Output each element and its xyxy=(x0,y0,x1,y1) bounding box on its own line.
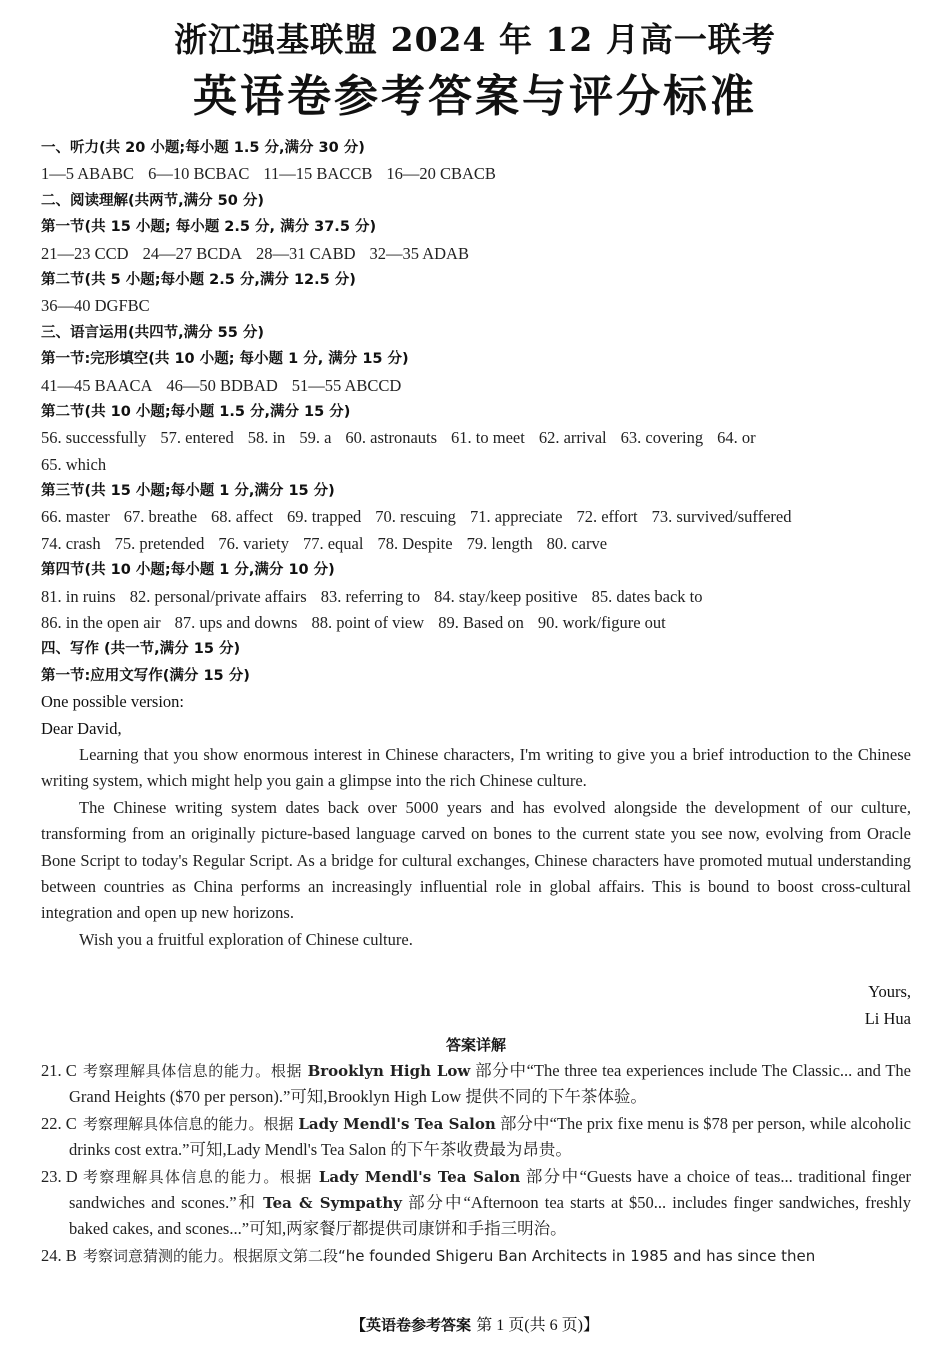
answer-group: 51—55 ABCCD xyxy=(291,375,402,395)
answer-item: 86. in the open air xyxy=(41,613,161,633)
answer-group: 21—23 CCD xyxy=(41,243,129,263)
answer-group: 32—35 ADAB xyxy=(369,243,469,263)
answer-item: 77. equal xyxy=(302,533,364,553)
answer-item: 61. to meet xyxy=(451,428,525,448)
answer-group: 24—27 BCDA xyxy=(142,243,243,263)
sample-intro: One possible version: xyxy=(41,692,184,712)
answer-group: 46—50 BDBAD xyxy=(166,375,278,395)
letter-paragraph: The Chinese writing system dates back over 5000 years and has evolved alongside the development of our culture, transforming from an originally picture-based language carved on bones to the current state you see now, evolving from Oracle Bone Script to today's Regular Script. As a bridge for cultural exchanges, Chinese characters have promoted mutual understanding between countries as China performs an increasingly influential role in global affairs. This is bound to boost cross-cultural integration and open up new horizons. xyxy=(41,797,911,923)
section-heading: 四、写作 (共一节,满分 15 分) xyxy=(41,641,241,658)
answer-row xyxy=(41,241,911,267)
section-heading: 第二节(共 10 小题;每小题 1.5 分,满分 15 分) xyxy=(41,403,351,420)
explanation-item: 21. C 考察理解具体信息的能力。根据 Brooklyn High Low 部分中“The three tea experiences include The Classic... and The Grand Heights ($70 per person).”可知,Brooklyn High Low 提供不同的下午茶体验。 xyxy=(41,1058,911,1111)
answer-item: 68. affect xyxy=(211,507,274,527)
explanation-item: 22. C 考察理解具体信息的能力。根据 Lady Mendl's Tea Salon 部分中“The prix fixe menu is $78 per person, while alcoholic drinks cost extra.”可知,Lady Mendl's Tea Salon 的下午茶收费最为昂贵。 xyxy=(41,1111,911,1164)
answer-item: 85. dates back to xyxy=(591,586,703,606)
section-heading: 第一节(共 15 小题; 每小题 2.5 分, 满分 37.5 分) xyxy=(41,219,377,236)
section-heading: 三、语言运用(共四节,满分 55 分) xyxy=(41,324,265,341)
answer-item: 88. point of view xyxy=(311,613,425,633)
explanation-item: 23. D 考察理解具体信息的能力。根据 Lady Mendl's Tea Salon 部分中“Guests have a choice of teas... traditional finger sandwiches and scones.”和 Tea & Sympathy 部分中“Afternoon tea starts at $50... includes finger sandwiches, freshly baked cakes, and scones...”可知,两家餐厅都提供司康饼和手指三明治。 xyxy=(41,1164,911,1243)
section-heading: 第三节(共 15 小题;每小题 1 分,满分 15 分) xyxy=(41,483,335,500)
answer-row xyxy=(41,161,911,187)
letter-salutation: Dear David, xyxy=(41,718,122,738)
section-heading: 第四节(共 10 小题;每小题 1 分,满分 10 分) xyxy=(41,562,335,579)
page-footer xyxy=(0,1312,950,1335)
answer-item: 67. breathe xyxy=(123,507,198,527)
answer-item: 71. appreciate xyxy=(469,507,563,527)
answer-item: 58. in xyxy=(247,428,286,448)
item-number: 22. C xyxy=(41,1113,77,1133)
answer-group: 1—5 ABABC xyxy=(41,164,135,184)
answer-item: 63. covering xyxy=(620,428,704,448)
item-number: 24. B xyxy=(41,1245,77,1265)
answer-group: 36—40 DGFBC xyxy=(41,296,150,316)
answer-item: 75. pretended xyxy=(114,533,205,553)
answer-group: 6—10 BCBAC xyxy=(148,164,250,184)
answer-item: 87. ups and downs xyxy=(174,613,298,633)
answer-item: 76. variety xyxy=(218,533,289,553)
answer-item: 57. entered xyxy=(160,428,234,448)
section-heading: 一、听力(共 20 小题;每小题 1.5 分,满分 30 分) xyxy=(41,140,365,156)
answer-row xyxy=(41,373,911,399)
document-title: 英语卷参考答案与评分标准 xyxy=(193,71,757,122)
answer-item: 78. Despite xyxy=(377,533,453,553)
explanation-item: 24. B 考察词意猜测的能力。根据原文第二段“he founded Shigeru Ban Architects in 1985 and has since then xyxy=(41,1243,911,1269)
answer-item: 82. personal/private affairs xyxy=(129,586,307,606)
answer-item: 73. survived/suffered xyxy=(651,507,792,527)
answer-item: 74. crash xyxy=(41,533,101,553)
answer-row xyxy=(41,293,911,319)
letter-closing: Yours, xyxy=(868,982,911,1002)
page-number: 第 1 页(共 6 页)】 xyxy=(476,1317,599,1334)
section-heading: 第一节:应用文写作(满分 15 分) xyxy=(41,667,250,684)
section-heading: 第一节:完形填空(共 10 小题; 每小题 1 分, 满分 15 分) xyxy=(41,351,409,368)
item-number: 21. C xyxy=(41,1061,77,1081)
answer-item: 70. rescuing xyxy=(375,507,456,527)
section-heading: 第二节(共 5 小题;每小题 2.5 分,满分 12.5 分) xyxy=(41,271,356,288)
answer-item: 84. stay/keep positive xyxy=(434,586,578,606)
answer-item: 60. astronauts xyxy=(345,428,438,448)
answer-item: 59. a xyxy=(299,428,332,448)
answer-group: 28—31 CABD xyxy=(256,243,356,263)
answer-row xyxy=(41,584,911,610)
letter-paragraph: Wish you a fruitful exploration of Chinese culture. xyxy=(79,929,413,949)
letter-signature: Li Hua xyxy=(864,1008,911,1028)
answer-item: 81. in ruins xyxy=(41,586,116,606)
answer-item: 56. successfully xyxy=(41,428,147,448)
details-heading: 答案详解 xyxy=(445,1036,506,1055)
exam-title: 浙江强基联盟 2024 年 12 月高一联考 xyxy=(174,20,776,59)
answer-item: 64. or xyxy=(717,428,756,448)
answer-row xyxy=(41,610,911,636)
answer-group: 11—15 BACCB xyxy=(263,164,373,184)
answer-item: 62. arrival xyxy=(538,428,607,448)
answer-item: 66. master xyxy=(41,507,110,527)
answer-item: 79. length xyxy=(466,533,533,553)
answer-item: 83. referring to xyxy=(320,586,421,606)
answer-row xyxy=(41,531,911,557)
answer-row xyxy=(41,504,911,530)
answer-group: 16—20 CBACB xyxy=(386,164,496,184)
answer-item: 89. Based on xyxy=(438,613,524,633)
answer-item: 69. trapped xyxy=(287,507,362,527)
answer-row xyxy=(41,425,911,451)
answer-group: 41—45 BAACA xyxy=(41,375,153,395)
answer-row xyxy=(41,452,911,478)
item-number: 23. D xyxy=(41,1166,78,1186)
answer-item: 65. which xyxy=(41,454,107,474)
answer-item: 90. work/figure out xyxy=(537,613,666,633)
answer-item: 72. effort xyxy=(576,507,638,527)
section-heading: 二、阅读理解(共两节,满分 50 分) xyxy=(41,192,265,209)
letter-paragraph: Learning that you show enormous interest in Chinese characters, I'm writing to give you a brief introduction to the Chinese writing system, which might help you gain a glimpse into the rich Chinese culture. xyxy=(41,744,911,791)
footer-label: 【英语卷参考答案 xyxy=(351,1316,472,1334)
answer-item: 80. carve xyxy=(546,533,608,553)
answer-body xyxy=(41,135,911,1269)
